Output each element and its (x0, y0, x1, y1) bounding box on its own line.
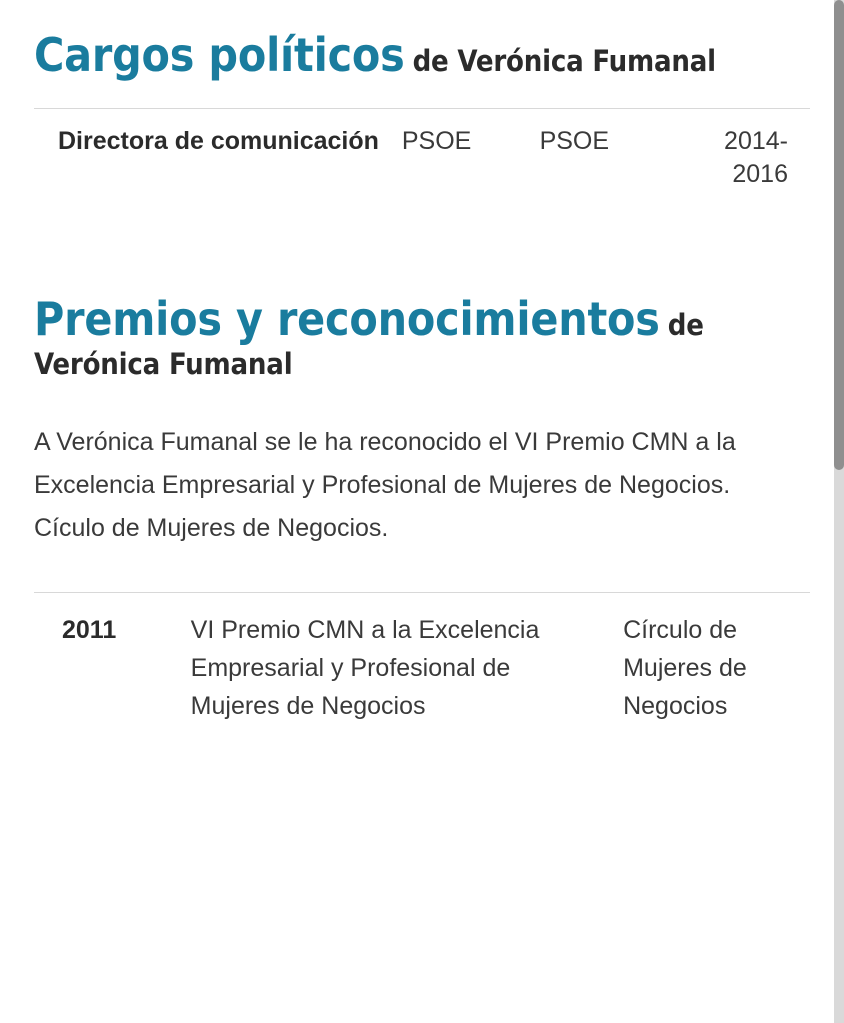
scrollbar[interactable] (834, 0, 844, 1023)
section-heading-cargos-main: Cargos políticos (34, 28, 405, 82)
cargo-years: 2014-2016 (724, 127, 788, 188)
table-row (34, 593, 810, 735)
section-heading-cargos-sub: de Verónica Fumanal (412, 44, 716, 78)
section-heading-cargos (34, 28, 810, 82)
section-heading-premios (34, 292, 810, 381)
premios-table (34, 593, 810, 735)
cargo-role: Directora de comunicación (58, 127, 379, 156)
premio-organization: Círculo de Mujeres de Negocios (623, 615, 747, 720)
premio-name: VI Premio CMN a la Excelencia Empresarial y Profesional de Mujeres de Negocios (190, 615, 540, 720)
cargos-table (34, 109, 810, 208)
premio-year: 2011 (62, 615, 117, 644)
cargo-party-secondary: PSOE (539, 127, 610, 156)
premios-paragraph: A Verónica Fumanal se le ha reconocido el VI Premio CMN a la Excelencia Empresarial y Profesional de Mujeres de Negocios. Cículo de Mujeres de Negocios. (34, 427, 736, 542)
section-heading-premios-sub: de Verónica Fumanal (34, 308, 704, 381)
section-heading-premios-main: Premios y reconocimientos (34, 292, 660, 347)
scrollbar-thumb[interactable] (834, 0, 844, 470)
cargo-party: PSOE (401, 127, 472, 156)
table-row (34, 109, 810, 208)
